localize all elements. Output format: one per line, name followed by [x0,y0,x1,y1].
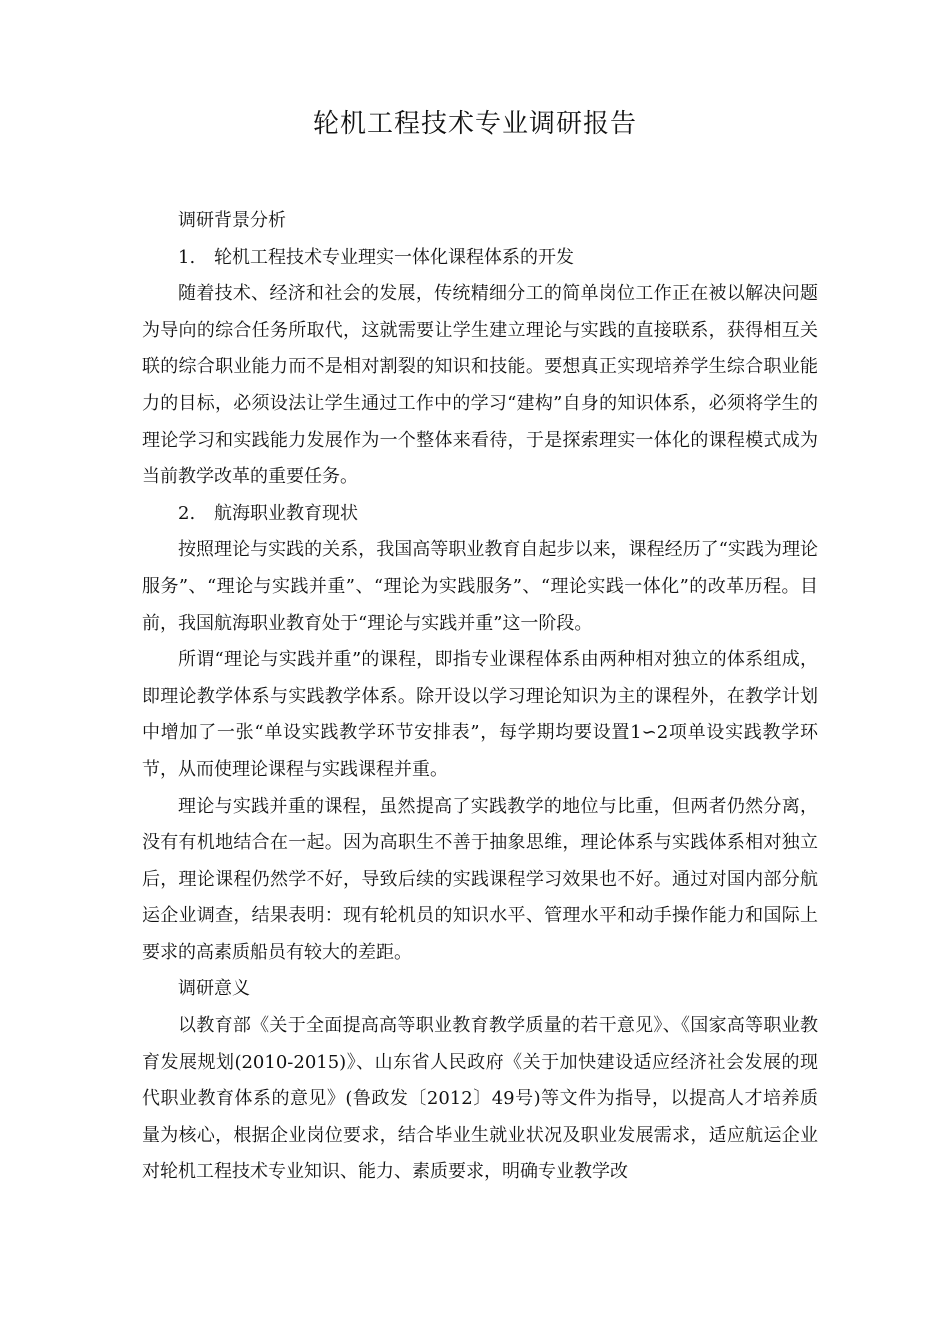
paragraph-3: 所谓“理论与实践并重”的课程，即指专业课程体系由两种相对独立的体系组成，即理论教学体系与实践教学体系。除开设以学习理论知识为主的课程外，在教学计划中增加了一张“单设实践教学环节安排表”，每学期均要设置1∽2项单设实践教学环节，从而使理论课程与实践课程并重。 [142,649,818,780]
item-number: 1. [178,246,196,268]
paragraph-1: 随着技术、经济和社会的发展，传统精细分工的简单岗位工作正在被以解决问题为导向的综合任务所取代，这就需要让学生建立理论与实践的直接联系，获得相互关联的综合职业能力而不是相对割裂的知识和技能。要想真正实现培养学生综合职业能力的目标，必须设法让学生通过工作中的学习“建构”自身的知识体系，必须将学生的理论学习和实践能力发展作为一个整体来看待，于是探索理实一体化的课程模式成为当前教学改革的重要任务。 [142,283,818,488]
item-label: 轮机工程技术专业理实一体化课程体系的开发 [214,246,574,268]
item-label: 航海职业教育现状 [214,502,358,524]
numbered-item-1 [142,240,818,277]
paragraph-4: 理论与实践并重的课程，虽然提高了实践教学的地位与比重，但两者仍然分离，没有有机地结合在一起。因为高职生不善于抽象思维，理论体系与实践体系相对独立后，理论课程仍然学不好，导致后续的实践课程学习效果也不好。通过对国内部分航运企业调查，结果表明：现有轮机员的知识水平、管理水平和动手操作能力和国际上要求的高素质船员有较大的差距。 [142,795,818,963]
section-heading-background: 调研背景分析 [178,210,286,231]
numbered-item-2 [142,496,818,533]
paragraph-5: 以教育部《关于全面提高高等职业教育教学质量的若干意见》、《国家高等职业教育发展规划(2010-2015)》、山东省人民政府《关于加快建设适应经济社会发展的现代职业教育体系的意见》(鲁政发〔2012〕49号)等文件为指导，以提高人才培养质量为核心，根据企业岗位要求，结合毕业生就业状况及职业发展需求，适应航运企业对轮机工程技术专业知识、能力、素质要求，明确专业教学改 [142,1015,818,1183]
paragraph-2: 按照理论与实践的关系，我国高等职业教育自起步以来，课程经历了“实践为理论服务”、“理论与实践并重”、“理论为实践服务”、“理论实践一体化”的改革历程。目前，我国航海职业教育处于“理论与实践并重”这一阶段。 [142,539,818,634]
document-body [142,203,818,1191]
section-heading-significance: 调研意义 [178,978,250,1000]
document-title: 轮机工程技术专业调研报告 [312,109,637,139]
item-number: 2. [178,502,196,524]
